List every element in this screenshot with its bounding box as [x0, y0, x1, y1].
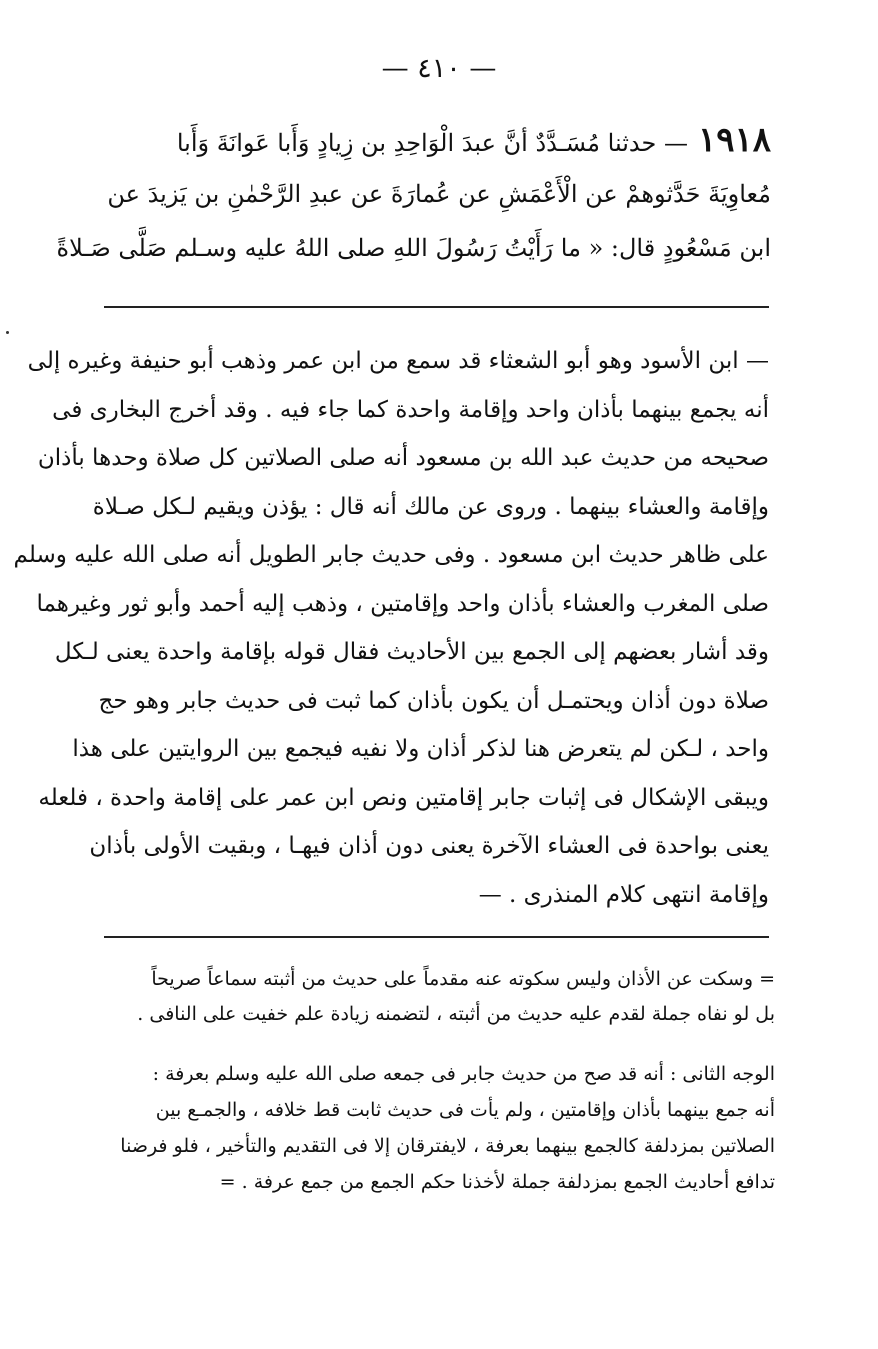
- hadith-number: ١٩١٨: [697, 120, 771, 160]
- commentary-line: صلى المغرب والعشاء بأذان واحد وإقامتين ، وذهب إليه أحمد وأبو ثور وغيرهما: [36, 590, 769, 617]
- footnote-second-aspect: [100, 1056, 775, 1200]
- commentary-line: وإقامة انتهى كلام المنذرى . —: [478, 881, 769, 908]
- commentary-line: يعنى بواحدة فى العشاء الآخرة يعنى دون أذان فيهـا ، وبقيت الأولى بأذان: [89, 833, 769, 859]
- commentary-line: وقد أشار بعضهم إلى الجمع بين الأحاديث فقال قوله بإقامة واحدة يعنى لـكل: [54, 639, 769, 665]
- footnote-line: تدافع أحاديث الجمع بمزدلفة جملة لأخذنا حكم الجمع من جمع عرفة . =: [219, 1171, 775, 1193]
- commentary-line: واحد ، لـكن لم يتعرض هنا لذكر أذان ولا نفيه فيجمع بين الروايتين على هذا: [72, 736, 769, 762]
- footnote-line: الوجه الثانى : أنه قد صح من حديث جابر فى جمعه صلى الله عليه وسلم بعرفة :: [152, 1063, 775, 1085]
- hadith-line: ابن مَسْعُودٍ قال: « ما رَأَيْتُ رَسُولَ اللهِ صلى اللهُ عليه وسـلم صَلَّى صَـلاةً: [56, 234, 771, 262]
- commentary-line: ويبقى الإشكال فى إثبات جابر إقامتين ونص ابن عمر على إقامة واحدة ، فلعله: [38, 784, 769, 811]
- commentary-line: وإقامة والعشاء بينهما . وروى عن مالك أنه قال : يؤذن ويقيم لـكل صـلاة: [92, 493, 769, 520]
- page-number: — ٤١٠ —: [381, 53, 497, 84]
- margin-speck: [6, 331, 9, 334]
- hadith-text: [56, 113, 771, 275]
- footnote-line: = وسكت عن الأذان وليس سكوته عنه مقدماً على حديث من أثبته سماعاً صريحاً: [151, 968, 775, 990]
- separator-rule: [104, 306, 769, 308]
- hadith-line: مُعاوِيَةَ حَدَّثوهمْ عن الْأَعْمَشِ عن عُمارَةَ عن عبدِ الرَّحْمٰنِ بن يَزيدَ عن: [107, 180, 771, 208]
- commentary-line: أنه يجمع بينهما بأذان واحد وإقامة واحدة كما جاء فيه . وقد أخرج البخارى فى: [52, 396, 769, 423]
- commentary-line: على ظاهر حديث ابن مسعود . وفى حديث جابر الطويل أنه صلى الله عليه وسلم: [13, 542, 769, 568]
- footnote-line: أنه جمع بينهما بأذان وإقامتين ، ولم يأت فى حديث ثابت قط خلافه ، والجمـع بين: [155, 1099, 775, 1121]
- commentary-text: [13, 337, 769, 919]
- hadith-line: [104, 113, 771, 167]
- separator-rule: [104, 936, 769, 938]
- commentary-line: — ابن الأسود وهو أبو الشعثاء قد سمع من ابن عمر وذهب أبو حنيفة وغيره إلى: [27, 348, 769, 374]
- hadith-line-text: — حدثنا مُسَـدَّدٌ أنَّ عبدَ الْوَاحِدِ بن زِيادٍ وَأَبا عَوانَةَ وَأَبا: [176, 129, 688, 157]
- commentary-line: صلاة دون أذان ويحتمـل أن يكون بأذان كما ثبت فى حديث جابر وهو حج: [98, 687, 769, 714]
- footnote-continuation: [100, 962, 775, 1032]
- footnote-line: الصلاتين بمزدلفة كالجمع بينهما بعرفة ، لايفترقان إلا فى التقديم والتأخير ، فلو فرضنا: [120, 1135, 775, 1157]
- commentary-line: صحيحه من حديث عبد الله بن مسعود أنه صلى الصلاتين كل صلاة وحدها بأذان: [37, 445, 769, 471]
- footnote-line: بل لو نفاه جملة لقدم عليه حديث من أثبته ، لتضمنه زيادة علم خفيت على النافى .: [137, 1003, 775, 1025]
